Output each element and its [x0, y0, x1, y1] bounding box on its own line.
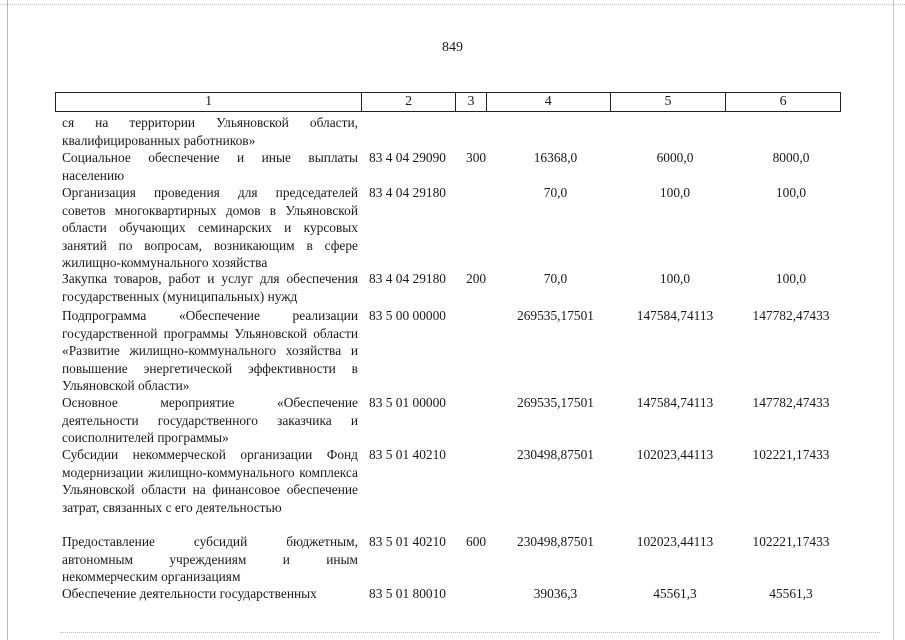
row-value-col6: 147782,47433	[752, 395, 830, 410]
column-header-6: 6	[779, 94, 787, 109]
row-value-col4: 70,0	[543, 271, 568, 286]
row-description: Основное мероприятие «Обеспечение деятельности государственного заказчика и соисполнителей программы»	[62, 395, 358, 445]
row-value-col4: 16368,0	[533, 150, 578, 165]
row-code: 83 5 01 40210	[369, 534, 446, 549]
row-code: 83 5 01 00000	[369, 395, 446, 410]
row-code: 83 5 01 40210	[369, 447, 446, 462]
table-header	[55, 92, 841, 112]
row-code: 83 4 04 29180	[369, 271, 446, 286]
row-value-col4: 70,0	[543, 185, 568, 200]
scan-bottom-edge	[60, 632, 880, 633]
row-value-col4: 230498,87501	[517, 447, 594, 462]
row-code: 83 5 01 80010	[369, 586, 446, 601]
column-header-4: 4	[487, 93, 611, 111]
row-value-col4: 269535,17501	[517, 308, 594, 323]
row-code: 83 4 04 29180	[369, 185, 446, 200]
page-number: 849	[442, 40, 463, 55]
row-value-col4: 39036,3	[533, 586, 578, 601]
row-value-col4: 230498,87501	[517, 534, 594, 549]
row-description: Субсидии некоммерческой организации Фонд модернизации жилищно-коммунального комплекса Ульяновской области на финансовое обеспечение затрат, связанных с его деятельностью	[62, 447, 358, 515]
row-value-col5: 45561,3	[653, 586, 697, 601]
row-description: Обеспечение деятельности государственных	[62, 586, 317, 601]
row-description: Подпрограмма «Обеспечение реализации государственной программы Ульяновской области «Развитие жилищно-коммунального хозяйства и повышение энергетической эффективности в Ульяновской области»	[62, 308, 358, 393]
row-description: Социальное обеспечение и иные выплаты населению	[62, 150, 358, 183]
row-value-col5: 147584,74113	[636, 308, 714, 323]
row-value-col6: 100,0	[775, 185, 807, 200]
row-value-col5: 100,0	[659, 185, 691, 200]
row-code: 83 5 00 00000	[369, 308, 446, 323]
row-expense-type: 300	[466, 150, 487, 165]
row-value-col4: 269535,17501	[517, 395, 594, 410]
scan-edge-right	[893, 0, 894, 640]
row-value-col5: 6000,0	[656, 150, 694, 165]
row-description: Организация проведения для председателей советов многоквартирных домов в Ульяновской области обучающих семинарских и курсовых занятий по вопросам, возникающим в сфере жилищно-коммунального хозяйства	[62, 185, 358, 270]
row-value-col6: 102221,17433	[752, 534, 830, 549]
row-expense-type: 600	[466, 534, 487, 549]
row-value-col5: 147584,74113	[636, 395, 714, 410]
row-description: ся на территории Ульяновской области, квалифицированных работников»	[62, 115, 358, 148]
column-header-5: 5	[611, 93, 727, 111]
scan-edge-left	[7, 0, 8, 640]
column-header-3: 3	[456, 93, 487, 111]
row-expense-type: 200	[466, 271, 487, 286]
row-value-col5: 102023,44113	[636, 534, 714, 549]
row-value-col6: 45561,3	[769, 586, 813, 601]
row-value-col6: 8000,0	[772, 150, 810, 165]
scan-edge-top	[0, 4, 905, 5]
row-value-col6: 100,0	[775, 271, 807, 286]
row-description: Предоставление субсидий бюджетным, автономным учреждениям и иным некоммерческим организациям	[62, 534, 358, 584]
row-value-col5: 100,0	[659, 271, 691, 286]
row-value-col6: 102221,17433	[752, 447, 830, 462]
row-code: 83 4 04 29090	[369, 150, 446, 165]
row-value-col6: 147782,47433	[752, 308, 830, 323]
column-header-2: 2	[362, 93, 456, 111]
row-description: Закупка товаров, работ и услуг для обеспечения государственных (муниципальных) нужд	[62, 271, 358, 304]
row-value-col5: 102023,44113	[636, 447, 714, 462]
column-header-1: 1	[56, 93, 362, 111]
